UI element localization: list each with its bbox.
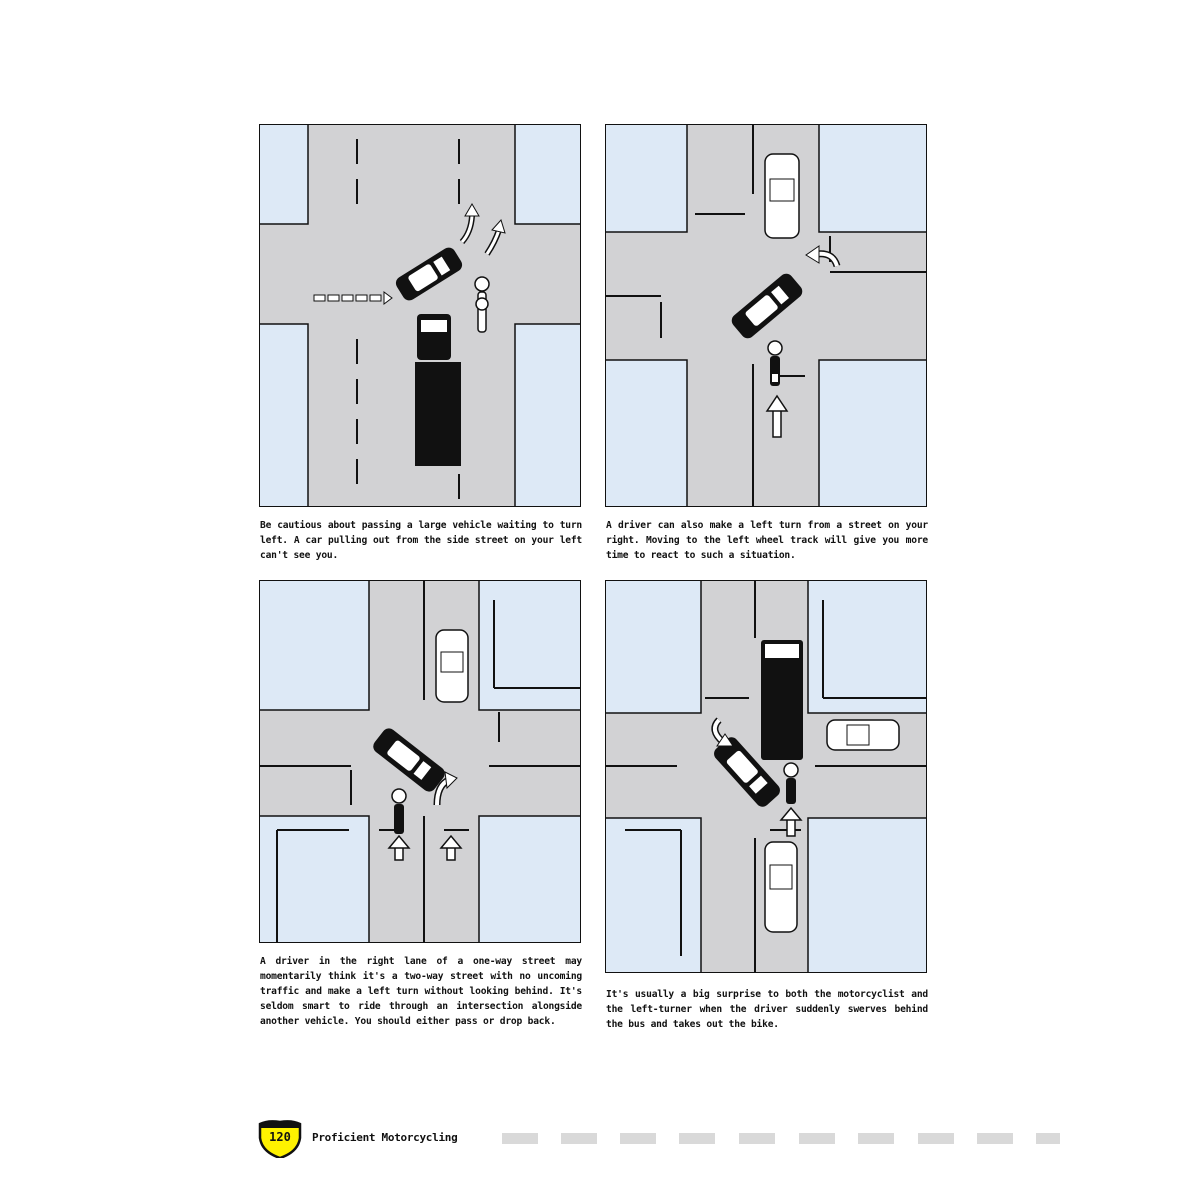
- road-dash: [620, 1133, 656, 1144]
- car-icon: [765, 154, 799, 238]
- road-dash: [502, 1133, 538, 1144]
- car-icon: [827, 720, 899, 750]
- road-dash: [739, 1133, 775, 1144]
- road-dash: [918, 1133, 954, 1144]
- road-dash: [561, 1133, 597, 1144]
- road-dash: [679, 1133, 715, 1144]
- car-icon: [436, 630, 468, 702]
- bus-icon: [761, 640, 803, 760]
- diagram-panel-1: [259, 124, 581, 507]
- road-dash: [858, 1133, 894, 1144]
- caption-panel-3: A driver in the right lane of a one-way street may momentarily think it's a two-way street with no uncoming traffic and make a left turn without looking behind. It's seldom smart to ride through an intersection alongside another vehicle. You should either pass or drop back.: [260, 956, 582, 1027]
- page-footer: [258, 1118, 1078, 1158]
- road-dash: [977, 1133, 1013, 1144]
- motorcycle-icon: [784, 763, 798, 804]
- caption-panel-4: It's usually a big surprise to both the motorcyclist and the left-turner when the driver suddenly swerves behind the bus and takes out the bike.: [606, 989, 928, 1030]
- motorcycle-icon: [768, 341, 782, 386]
- diagram-panel-3: [259, 580, 581, 943]
- caption-panel-2: A driver can also make a left turn from a street on your right. Moving to the left wheel track will give you more time to react to such a situation.: [606, 520, 928, 561]
- car-icon: [765, 842, 797, 932]
- book-title: Proficient Motorcycling: [312, 1131, 458, 1144]
- caption-panel-1: Be cautious about passing a large vehicle waiting to turn left. A car pulling out from the side street on your left can't see you.: [260, 520, 582, 561]
- diagram-panel-4: [605, 580, 927, 973]
- diagram-panel-2: [605, 124, 927, 507]
- page-number: 120: [269, 1130, 291, 1144]
- road-dash: [799, 1133, 835, 1144]
- motorcycle-icon: [392, 789, 406, 834]
- road-dash: [1036, 1133, 1060, 1144]
